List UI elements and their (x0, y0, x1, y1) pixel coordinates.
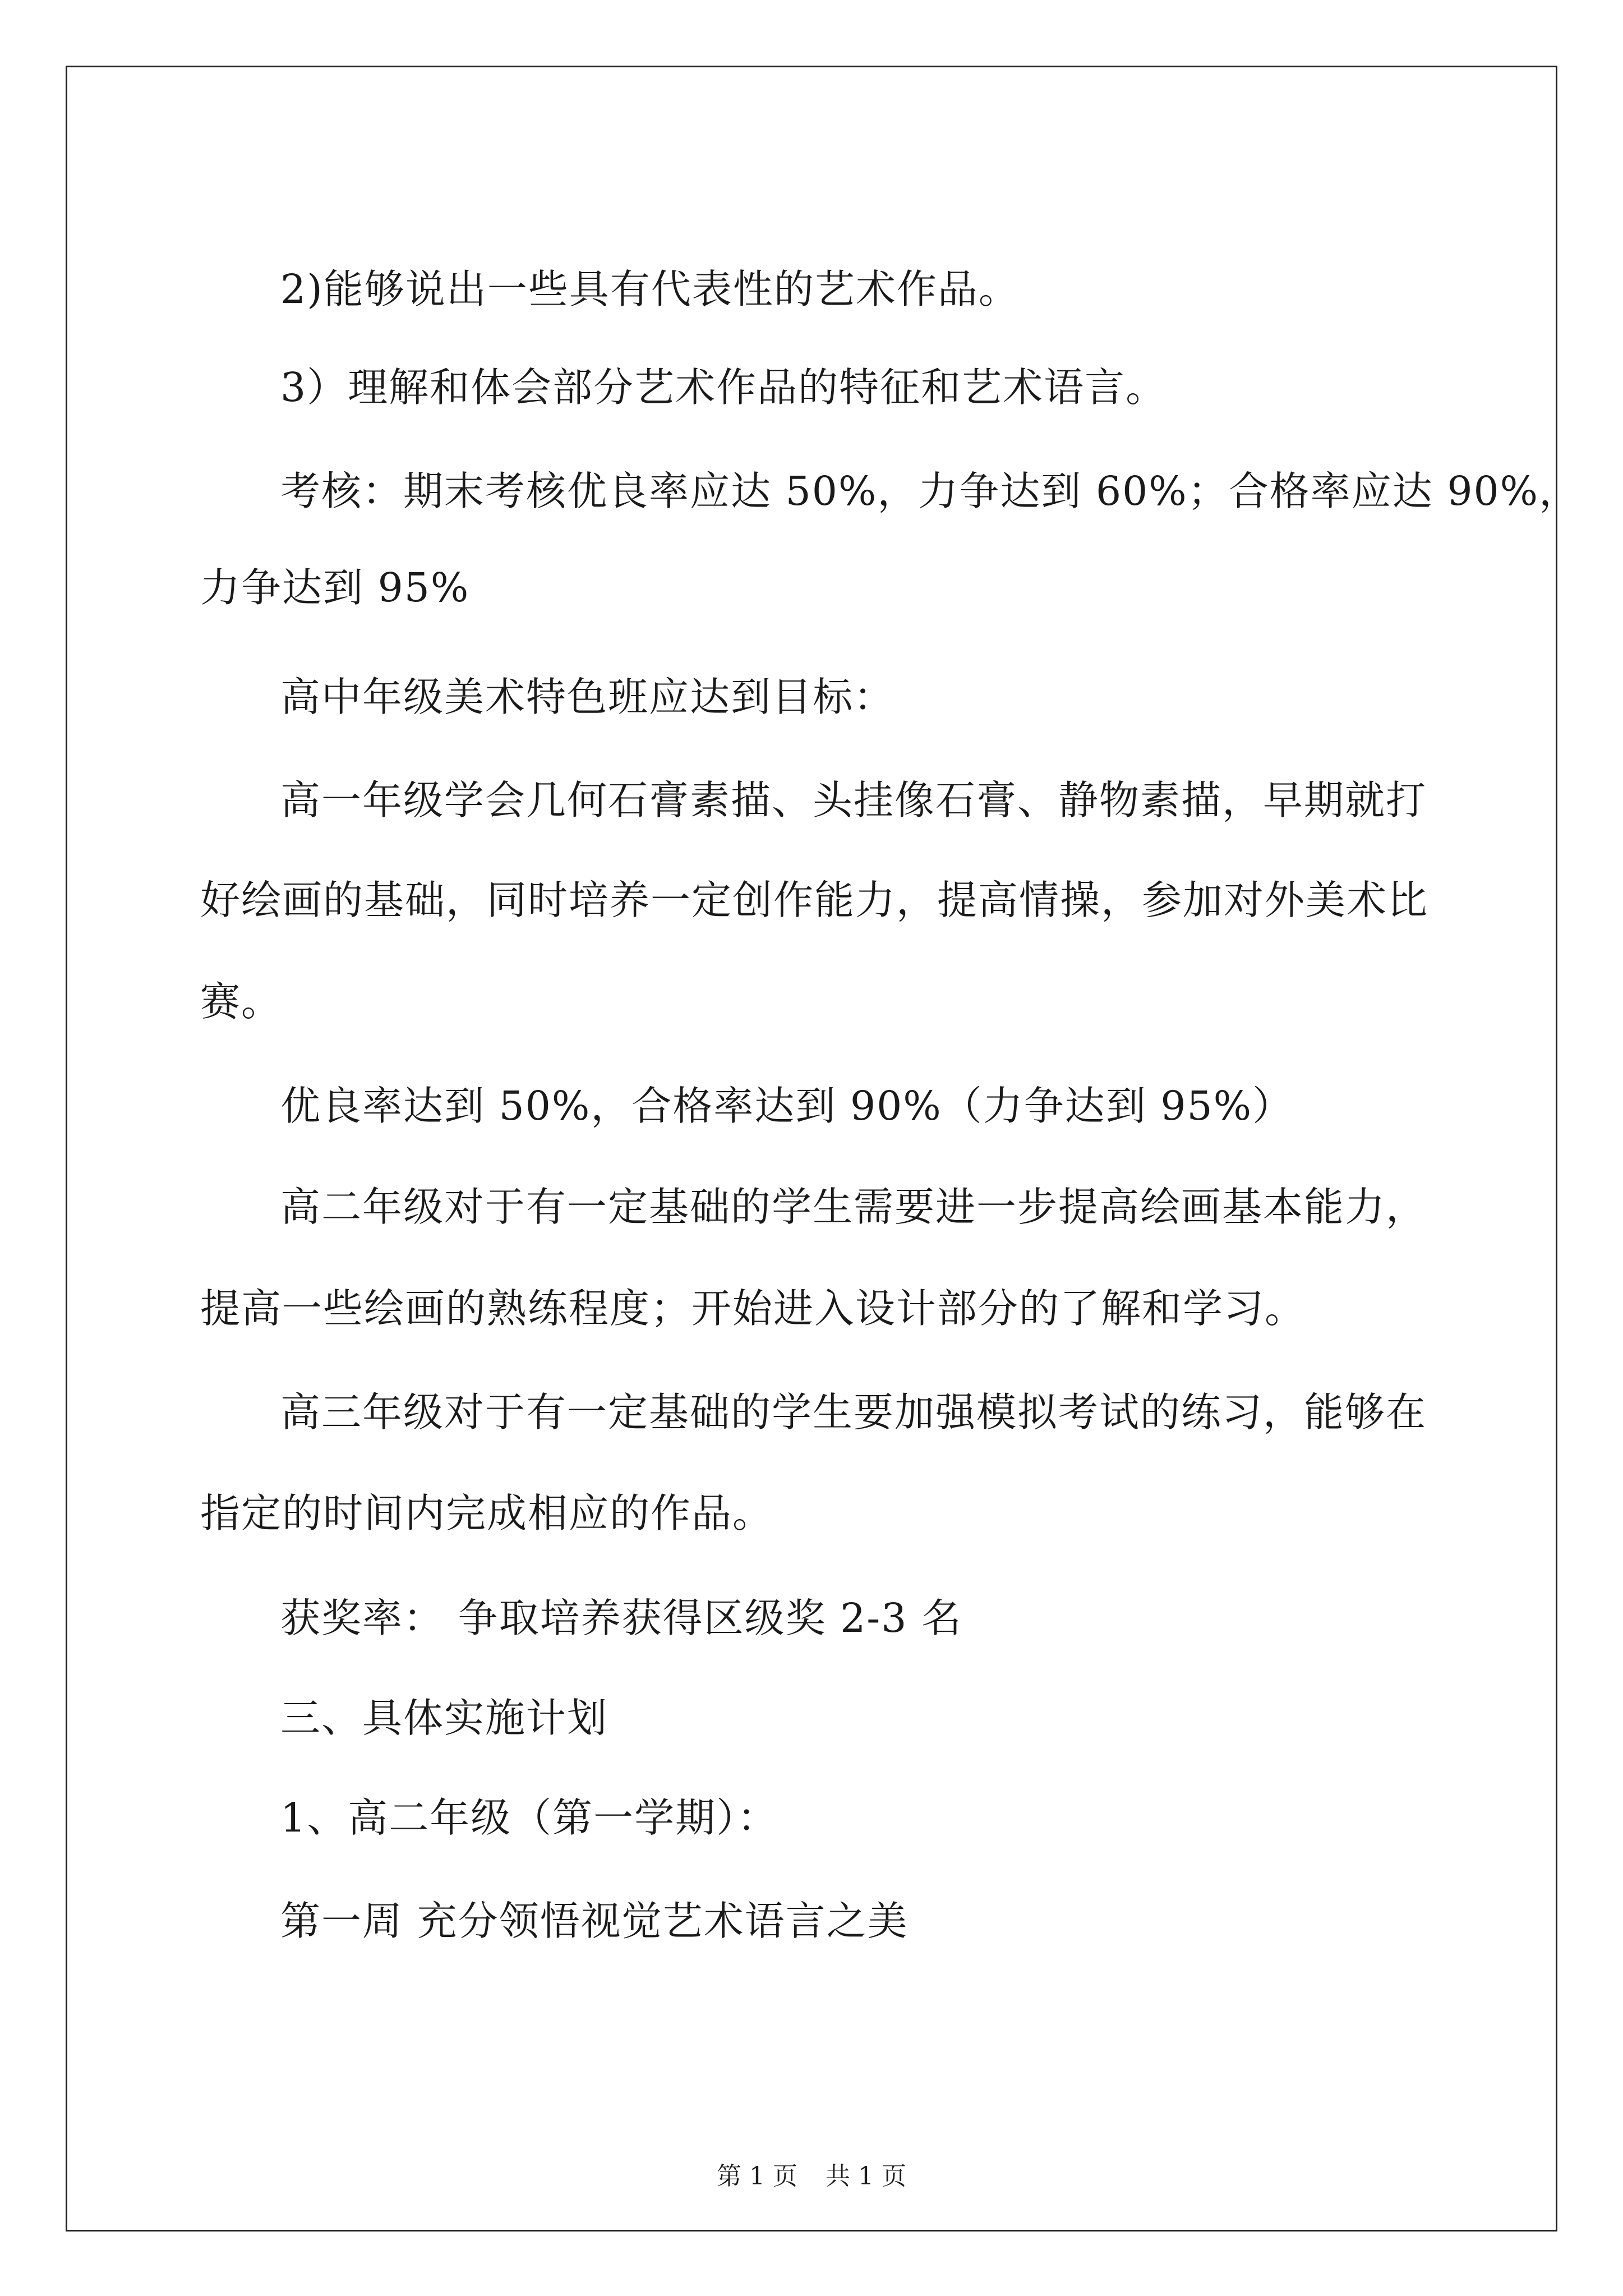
document-body (67, 67, 1580, 2230)
paragraph-line: 第一周 充分领悟视觉艺术语言之美 (280, 1898, 909, 1944)
paragraph-line: 优良率达到 50%，合格率达到 90%（力争达到 95%） (280, 1083, 1294, 1129)
paragraph-line: 指定的时间内完成相应的作品。 (200, 1490, 774, 1536)
page-footer (67, 2160, 1556, 2193)
paragraph-line: 高中年级美术特色班应达到目标： (280, 674, 895, 720)
paragraph-line: 赛。 (200, 978, 283, 1025)
paragraph-line: 高一年级学会几何石膏素描、头挂像石膏、静物素描，早期就打 (280, 777, 1427, 823)
paragraph-line: 力争达到 95% (200, 564, 470, 611)
page-number-total: 共 1 页 (826, 2162, 906, 2191)
section-heading: 三、具体实施计划 (280, 1695, 608, 1741)
paragraph-line: 获奖率： 争取培养获得区级奖 2-3 名 (280, 1595, 963, 1641)
paragraph-line: 高三年级对于有一定基础的学生要加强模拟考试的练习，能够在 (280, 1389, 1427, 1435)
page-number-current: 第 1 页 (717, 2162, 797, 2191)
paragraph-line: 好绘画的基础，同时培养一定创作能力，提高情操，参加对外美术比 (200, 877, 1429, 923)
paragraph-line: 高二年级对于有一定基础的学生需要进一步提高绘画基本能力， (280, 1184, 1427, 1230)
page-frame (66, 66, 1580, 2231)
paragraph-line: 2)能够说出一些具有代表性的艺术作品。 (280, 266, 1020, 312)
subsection-heading: 1、高二年级（第一学期）： (280, 1795, 778, 1841)
paragraph-line: 考核：期末考核优良率应达 50%，力争达到 60%；合格率应达 90%， (280, 468, 1580, 514)
paragraph-line: 3）理解和体会部分艺术作品的特征和艺术语言。 (280, 364, 1167, 411)
paragraph-line: 提高一些绘画的熟练程度；开始进入设计部分的了解和学习。 (200, 1285, 1306, 1332)
